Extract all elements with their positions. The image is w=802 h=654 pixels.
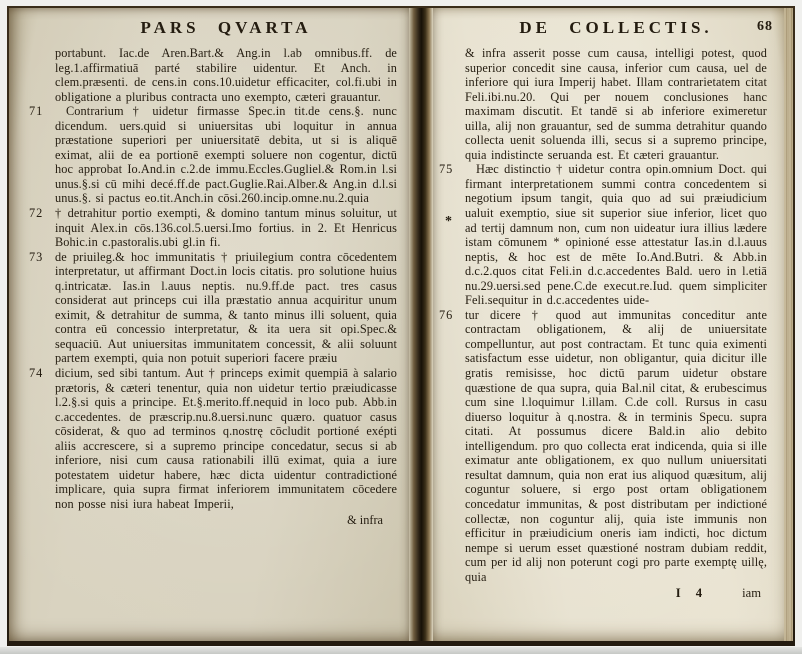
scanner-bed-strip xyxy=(0,647,802,654)
text-section xyxy=(29,249,397,366)
section-text: dicium, sed sibi tantum. Aut † princeps eximit quempiā à salario prætoris, & cæteri tenentur, quia non uidetur tertio præiudicasse l.2.§.si quis a principe. Et.§.merito.ff.nequid in loco pub. Abb.in c.accedentes. de præscrip.nu.8.uersi.nunc quæro. quatuor casus cōsiderat, & quo ad terminos q.nostrę cōcludit portioné exépti aliis accrescere, si a supremo principe concedatur, secus si ab inferiore, nisi cum causa rationabili illū eximat, quia a iure potestatem uidetur habere, hæc dicta uidentur contradictioné implicare, quia supra firmat inferiorem immunitatem cōcedere non posse nisi iura habeat Imperii, xyxy=(55,366,397,511)
text-section xyxy=(55,46,397,104)
catchword-left: & infra xyxy=(347,512,383,527)
section-text: & infra asserit posse cum causa, intelligi potest, quod superior concedit sine causa, inferior cum causa, uel de inferiore qui iura Imperij habet. Illam contrarietatem citat Feli.ibi.nu.20. Qui per nouem conclusiones hanc maximam discutit. Et tandē si ab inferiore eximeretur uilla, alij non grauantur, sed de summa detrahitur quando collecta uenit soluenda illi, secus si a supremo principe, quia indistincte seruanda est. Et cæteri grauantur. xyxy=(465,46,767,162)
catchword-right: iam xyxy=(742,586,761,601)
text-section xyxy=(439,307,767,584)
text-section xyxy=(29,104,397,206)
book-gutter xyxy=(409,8,433,641)
margin-number: 71 xyxy=(29,104,44,119)
text-section xyxy=(29,366,397,511)
text-section xyxy=(29,206,397,250)
section-text: portabunt. Iac.de Aren.Bart.& Ang.in l.ab omnibus.ff. de leg.1.affirmatiuā parté stabilire uidentur. Et Anch. in clem.præsenti. de cens.in cons.10.uidetur efficaciter, col.fi.ubi in obligatione a pluribus contracta uno exempto, cæteri grauantur. xyxy=(55,46,397,104)
section-text: de priuileg.& hoc immunitatis † priuilegium contra cōcedentem interpretatur, ut affirmant Doct.in locis citatis. pro solutione huius q.intricatæ. Ias.in l.auus neptis. nu.9.ff.de pact. tres casus considerat aut princeps cui illa præstatio annua acquiritur unum eximit, & detrahitur de summa, & tanto minus illi soluent, quia contra eū concessio interpretatur, & ita uera sit opi.Spec.& sequaciū. Aut uniuersitas immunitatem concessit, & alii soluunt partem exempti, quia non potuit superiori facere præiu xyxy=(55,249,397,366)
running-head-right: DE COLLECTIS. xyxy=(519,18,713,37)
folio-number: 68 xyxy=(757,19,773,34)
section-text: Contrarium † uidetur firmasse Spec.in tit.de cens.§. nunc dicendum. uers.quid si uniuersitas ubi loquitur in annua præstatione superiori per uniuersitatē debita, ut si is aliquē eximat, alii de ea portionē exempti soluere non cogentur, dictū hoc approbat Io.And.in c.2.de immu.Eccles.Gugliel.& Rom.in l.si unus.§.si cū mihi decé.ff.de pact.Guglie.Rai.Alber.& Ang.in d.l.si unus.§. si pactus eo.tit.Anch.in cōsi.260.incip.omne.nu.2.quia xyxy=(55,104,397,206)
text-section xyxy=(439,162,767,308)
page-fore-edge xyxy=(784,8,793,641)
margin-number: 76 xyxy=(439,307,454,322)
page-left xyxy=(9,8,409,641)
textblock-left xyxy=(29,46,397,512)
textblock-right xyxy=(439,46,767,584)
section-text: tur dicere † quod aut immunitas conceditur ante contractam obligationem, & alij de uniuersitate compelluntur, aut post contractam. Et tunc quia eximenti satisfactum esse uidetur, non obligantur, quia dicitur ille gratis remisisse, hoc dictū parum uidetur obstare quæstione de qua supra, quia Bal.nil citat, & erubescimus cum sine l.loquimur l.illam. C.de coll. Rursus in casu diuerso loquitur à q.nostra. & in terminis Specu. supra citati. At possumus dicere Bald.in alio debito intelligendum. pro quo collecta erat indicenda, quia si ille eximatur ante obligationem, ex quo nullum uniuersitati resultat damnum, quia non erat ius aliquod quæsitum, alij coguntur soluere, si ergo post ortam obligationem concedatur immunitas, & post distributam per indictioné collectæ, non coguntur alij, quia iste immunis non efficitur in præiudicium oneris iam indicti, hoc dictum nempe si uerum esset quæstioné nostram dubiam reddit, cum per id alij non poterunt cogi pro parte exemptę uillę, quia xyxy=(465,307,767,584)
margin-star-marker: * xyxy=(445,214,453,229)
margin-number: 75 xyxy=(439,162,454,177)
running-head-left: PARS QVARTA xyxy=(140,18,312,37)
page-right xyxy=(433,8,793,641)
margin-number: 73 xyxy=(29,249,44,264)
margin-number: 74 xyxy=(29,366,44,381)
book-spread xyxy=(7,6,795,646)
head-row-right xyxy=(465,18,773,38)
signature-mark: I 4 xyxy=(675,586,709,601)
margin-number: 72 xyxy=(29,206,44,221)
signature-row xyxy=(465,586,767,601)
section-text: † detrahitur portio exempti, & domino tantum minus soluitur, ut inquit Alex.in cōs.136.col.5.uersi.Imo fortius. in 2. Et Henricus Bohic.in c.pastoralis.ubi gl.in fi. xyxy=(55,206,397,250)
section-text: Hæc distinctio † uidetur contra opin.omnium Doct. qui firmant interpretationem summi contra concedentem si negotium ipsum tangit, quia quo ad sui præiudicium ualuit exemptio, siue sit superior siue inferior, licet quo ad tertij damnum non, cum non uideatur iura illius lædere istam cōmunem * opinioné esse attestatur Ias.in d.l.auus neptis, & hoc est de mēte Io.And.Butri. & Abb.in d.c.2.quos citat Feli.in d.c.accedentes Bald. uero in l.etiā nu.29.uersi.sed pene.C.de execut.re.Iud. quem simpliciter Feli.sequitur in d.c.accedentes uide- xyxy=(465,162,767,308)
text-section xyxy=(465,46,767,162)
